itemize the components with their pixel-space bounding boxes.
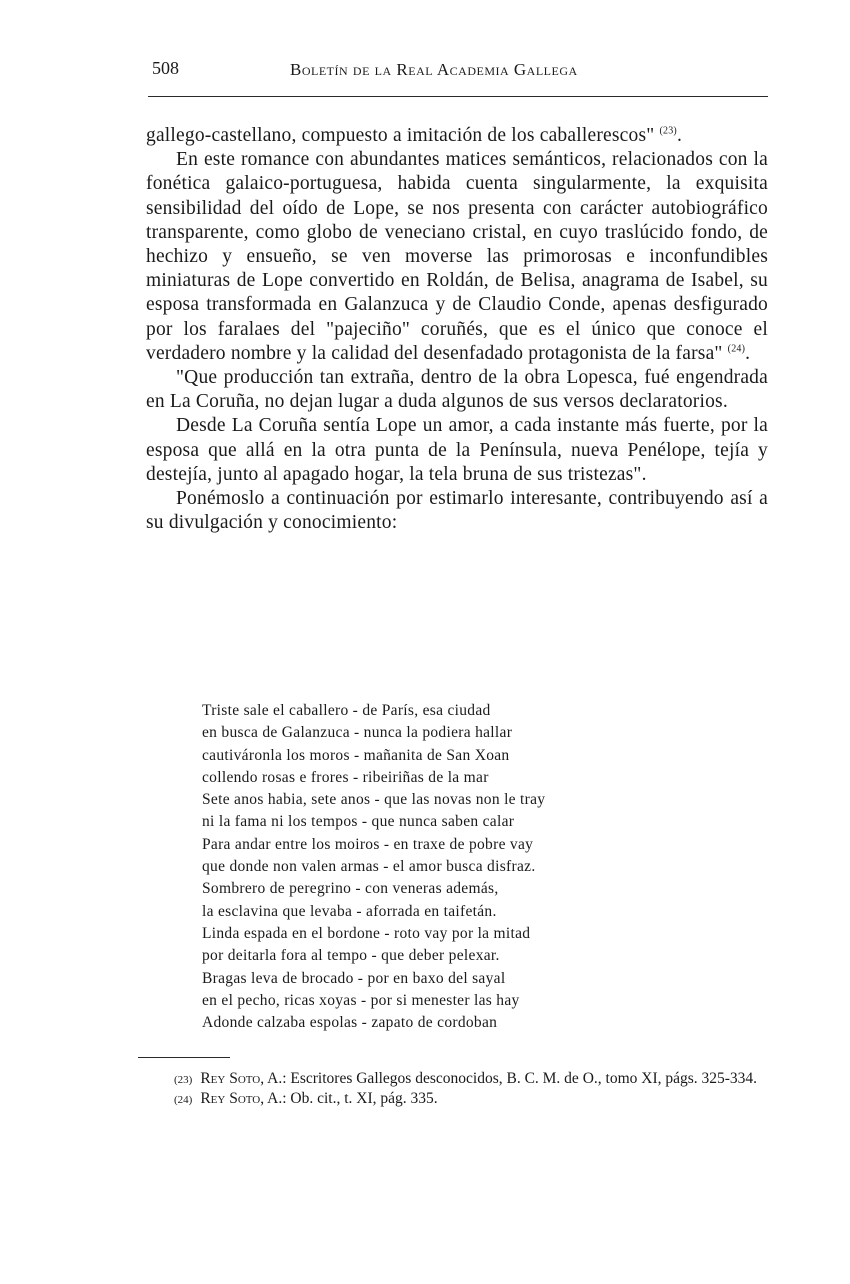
footnote-number: (23) (174, 1074, 193, 1086)
footnote-text: Escritores Gallegos desconocidos, B. C. M. de O., tomo XI, págs. 325-334. (290, 1070, 758, 1087)
page-header (148, 52, 768, 97)
poem-verse: Adonde calzaba espolas - zapato de cordoban (202, 1014, 498, 1032)
poem-verse: la esclavina que levaba - aforrada en taifetán. (202, 902, 497, 920)
paragraph-1: gallego-castellano, compuesto a imitación de los caballerescos" $^{(23)}$. (146, 125, 683, 146)
poem-verse: Sombrero de peregrino - con veneras además, (202, 880, 499, 898)
footnote-24 (140, 1090, 760, 1109)
footnote-divider (138, 1057, 230, 1058)
poem-verse: Triste sale el caballero - de París, esa ciudad (202, 702, 491, 719)
footnote-author: Rey Soto, A.: (200, 1070, 287, 1087)
poem-verse: en el pecho, ricas xoyas - por si menester las hay (202, 991, 520, 1009)
poem-verse: ni la fama ni los tempos - que nunca saben calar (202, 813, 515, 831)
poem-verse: en busca de Galanzuca - nunca la podiera hallar (202, 724, 513, 742)
footnote-ref-23: (23) (659, 125, 677, 137)
poem-verse: Sete anos habia, sete anos - que las novas non le tray (202, 791, 546, 809)
poem-verse: Bragas leva de brocado - por en baxo del sayal (202, 969, 506, 987)
poem-verse: Linda espada en el bordone - roto vay por la mitad (202, 924, 531, 942)
poem-verse: por deitarla fora al tempo - que deber pelexar. (202, 947, 500, 965)
body-text (146, 124, 768, 535)
footnote-text: Ob. cit., t. XI, pág. 335. (290, 1090, 438, 1107)
paragraph-5: Ponémoslo a continuación por estimarlo interesante, contribuyendo así a su divulgación y conocimiento: (146, 488, 768, 534)
paragraph-4: Desde La Coruña sentía Lope un amor, a cada instante más fuerte, por la esposa que allá en la otra punta de la Península, nueva Penélope, tejía y destejía, junto al apagado hogar, la tela bruna de sus tristezas". (146, 415, 768, 485)
footnote-number: (24) (174, 1094, 193, 1106)
poem-verse: Para andar entre los moiros - en traxe de pobre vay (202, 835, 534, 853)
footnote-ref-24: (24) (727, 343, 746, 355)
page-number: 508 (152, 58, 179, 78)
poem (202, 700, 702, 1034)
poem-verse: cautiváronla los moros - mañanita de San Xoan (202, 746, 510, 764)
running-title: Boletín de la Real Academia Gallega (290, 60, 578, 79)
paragraph-2: En este romance con abundantes matices semánticos, relacionados con la fonética galaico-portuguesa, habida cuenta singularmente, la exquisita sensibilidad del oído de Lope, se nos presenta con carácter autobiográfico transparente, como globo de veneciano cristal, en cuyo traslúcido fondo, de hechizo y ensueño, se ven moverse las primorosas e inconfundibles miniaturas de Lope convertido en Roldán, de Belisa, anagrama de Isabel, su esposa transformada en Galanzuca y de Claudio Conde, apenas desfigurado por los faralaes del "pajeciño" coruñés, que es el único que conoce el verdadero nombre y la calidad del desenfadado protagonista de la farsa" $^{(24)}$. (146, 149, 768, 364)
poem-verse: que donde non valen armas - el amor busca disfraz. (202, 858, 536, 876)
footnotes (140, 1070, 760, 1110)
footnote-23 (140, 1070, 760, 1089)
paragraph-3: "Que producción tan extraña, dentro de la obra Lopesca, fué engendrada en La Coruña, no dejan lugar a duda algunos de sus versos declaratorios. (146, 367, 768, 413)
footnote-author: Rey Soto, A.: (200, 1090, 287, 1107)
poem-verse: collendo rosas e frores - ribeiriñas de la mar (202, 768, 489, 786)
